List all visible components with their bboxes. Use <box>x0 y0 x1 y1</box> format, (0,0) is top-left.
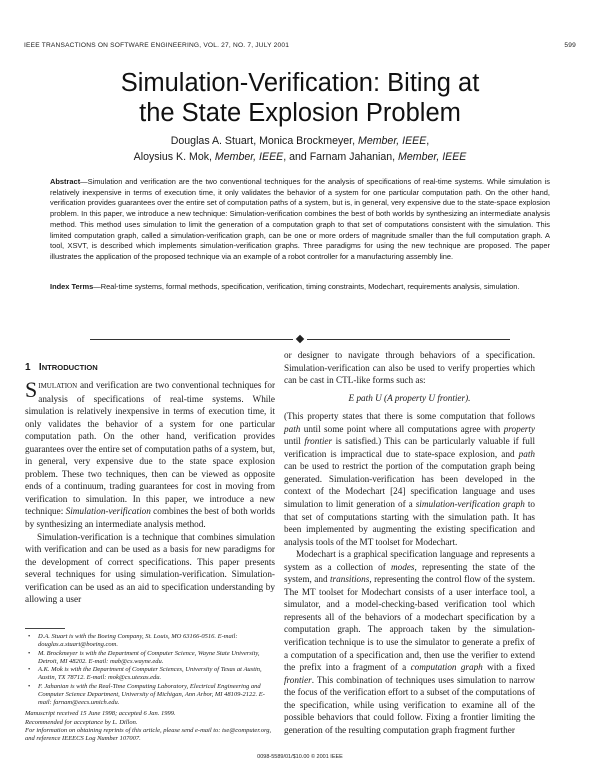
rp2-c: until <box>284 436 305 447</box>
rp2-property: property <box>503 423 535 434</box>
rp3-frontier: frontier <box>284 674 312 685</box>
diamond-ornament-icon <box>296 334 304 342</box>
intro-emphasis: Simulation-verification <box>65 506 151 517</box>
copyright-code: 0098-5589/01/$10.00 © 2001 IEEE <box>257 754 343 760</box>
abstract <box>50 177 550 263</box>
section-heading <box>25 362 98 373</box>
rp2-d: is satisfied.) This can be particularly valuable if full verification is impractical due to state-space explosion, and <box>284 436 535 459</box>
intro-text-a: and verification are two conventional techniques for analysis of specifications of real-time systems. While simulation is relatively inexpensive in terms of execution time, it only validates the behavior of a system for one particular computation path. On the other hand, verification provides guarantees over the entire set of computation paths of a system, but, in general, very expensive due to the state space explosion problem. These two techniques, then can be viewed as opposite ends of a continuum, trading guarantees for cost in moving from verification to simulation. In this paper, we introduce a new technique: <box>25 380 275 517</box>
intro-paragraph-1 <box>25 379 275 531</box>
membership-1: Member, IEEE <box>358 135 427 147</box>
divider-line-right <box>307 339 510 340</box>
paper-title <box>40 68 560 128</box>
index-terms-text: —Real-time systems, formal methods, specification, verification, timing constraints, Modechart, requirements analysis, simulation. <box>93 282 520 291</box>
right-paragraph-2 <box>284 410 535 548</box>
page-number: 599 <box>564 42 576 49</box>
divider-line-left <box>90 339 293 340</box>
section-title-rest: NTRODUCTION <box>41 363 98 372</box>
section-number: 1 <box>25 362 31 373</box>
rp3-d: with a fixed <box>482 662 535 673</box>
rp3-c: , representing the control flow of the system. The MT toolset for Modechart consists of a user interface tool, a simulator, and a model-checking-based verification tool which represents all of the behaviors of a modechart specification by a computation graph. The approach taken by the simulation-verification technique is to use the simulator to generate a prefix of a computation of a specification and, then use the verifier to extend the prefix into a fragment of a <box>284 574 535 673</box>
drop-cap-smallcaps: IMULATION <box>38 382 78 390</box>
rp3-computation-graph: computation graph <box>410 662 483 673</box>
rp2-path: path <box>284 423 301 434</box>
affiliation-list <box>25 633 275 707</box>
authors-line-1 <box>40 133 560 149</box>
rp2-b: until some point where all computations agree with <box>300 423 504 434</box>
bullet-icon: • <box>28 633 31 640</box>
affiliation-jahanian: F. Jahanian is with the Real-Time Computing Laboratory, Electrical Engineering and Computer Science Department, University of Michigan, Ann Arbor, MI 48109-2122. E-mail: farnam@eecs.umich.edu. <box>38 682 265 706</box>
bullet-icon: • <box>28 649 31 657</box>
right-paragraph-1: or designer to navigate through behaviors of a specification. Simulation-verification can also be used to verify properties which can be cast in CTL-like forms such as: <box>284 350 535 386</box>
rp2-a: (This property states that there is some computation that follows <box>284 411 535 422</box>
title-line-1: Simulation-Verification: Biting at <box>120 69 480 97</box>
author-separator-1: , <box>426 135 430 147</box>
affiliation-stuart: D.A. Stuart is with the Boeing Company, St. Louis, MO 63166-0516. E-mail: douglas.a.stuart@boeing.com. <box>38 633 238 649</box>
rp2-frontier: frontier <box>304 436 333 447</box>
footnotes <box>25 633 275 743</box>
intro-text-b: combines the best of both worlds by synthesizing an intermediate analysis method. <box>25 506 275 530</box>
title-line-2: the State Explosion Problem <box>139 99 461 127</box>
manuscript-received: Manuscript received 15 June 1998; accepted 6 Jan. 1999. <box>25 710 176 718</box>
rp2-f: to that set of computations starting with the simulation path. It has been implemented by augmenting the existing specification and analysis tools of the MT toolset for Modechart. <box>284 499 535 547</box>
affiliation-mok: A.K. Mok is with the Department of Computer Sciences, University of Texas at Austin, Austin, TX 78712. E-mail: mok@cs.utexas.edu. <box>38 666 262 682</box>
reprints-info: For information on obtaining reprints of this article, please send e-mail to: tse@computer.org, and reference IEEECS Log Number 107007. <box>25 726 272 742</box>
affiliation-item <box>25 666 275 683</box>
membership-2: Member, IEEE <box>214 151 284 163</box>
section-title-cap: I <box>38 362 42 373</box>
rp3-modes: modes <box>391 561 415 572</box>
author-name-mok: Aloysius K. Mok, <box>133 151 215 163</box>
footnote-rule <box>25 628 65 629</box>
affiliation-item <box>25 650 275 667</box>
author-names-1: Douglas A. Stuart, Monica Brockmeyer, <box>170 135 358 147</box>
rp3-e: . This combination of techniques uses simulation to narrow the focus of the verification effort to a subset of the computations of the specification, while using verification to examine all of the possible behaviors that could follow. Fixing a frontier limiting the generation of the resulting computation graph fragment further <box>284 674 535 735</box>
rp2-path-2: path <box>518 448 535 459</box>
author-name-jahanian: , and Farnam Jahanian, <box>283 151 399 163</box>
affiliation-brockmeyer: M. Brockmeyer is with the Department of Computer Science, Wayne State University, Detroit, MI 48202. E-mail: mab@cs.wayne.edu. <box>38 649 260 665</box>
bullet-icon: • <box>28 682 31 690</box>
recommended-by: Recommended for acceptance by L. Dillon. <box>25 718 138 726</box>
drop-cap: S <box>25 377 38 402</box>
ctl-formula: E path U (A property U frontier). <box>348 392 471 403</box>
left-column <box>25 379 275 606</box>
right-paragraph-3 <box>284 548 535 736</box>
rp3-b: , representing the state of the system, and <box>284 561 535 585</box>
rp2-e: can be used to restrict the portion of the computation graph being generated. Simulation-verification has been developed in the context of the Modechart [24] specification language and uses simulation to limit generation of a <box>284 461 535 510</box>
author-list <box>40 133 560 165</box>
membership-3: Member, IEEE <box>398 151 467 163</box>
bullet-icon: • <box>28 666 31 673</box>
authors-line-2 <box>40 149 560 165</box>
affiliation-item <box>25 683 275 708</box>
journal-citation: IEEE TRANSACTIONS ON SOFTWARE ENGINEERING, VOL. 27, NO. 7, JULY 2001 <box>24 42 290 49</box>
abstract-text: —Simulation and verification are the two conventional techniques for the analysis of specifications of real-time systems. While simulation is relatively inexpensive in terms of execution time, it only validates the behavior of a system for one particular computation path. On the other hand, verification provides guarantees over the entire set of computation paths of a system, but is, in general, very expensive due to the state-space explosion problem. In this paper, we introduce a new technique: Simulation-verification combines the best of both worlds by synthesizing an intermediate analysis method. This method uses simulation to limit the generation of a computation graph to that set of computations consistent with the simulation. This limited computation graph, called a simulation-verification graph, can be one or more orders of magnitude smaller than the full computation graph. A tool, XSVT, is described which implements simulation-verification graphs. Three paradigms for using the new technique are proposed. The paper illustrates the application of the proposed technique via an example of a robot controller for a manufacturing assembly line. <box>50 177 550 261</box>
rp3-a: Modechart is a graphical specification language and represents a system as a collection of <box>284 549 535 572</box>
index-terms-label: Index Terms <box>50 282 94 291</box>
section-divider <box>90 334 510 344</box>
abstract-label: Abstract <box>50 177 81 186</box>
intro-paragraph-2: Simulation-verification is a technique that combines simulation with verification and can be used as a basis for new paradigms for the development of correct specifications. This paper presents several techniques for using simulation-verification. Simulation-verification can be used as an aid to specification understanding by allowing a user <box>25 531 275 605</box>
affiliation-item <box>25 633 275 650</box>
rp2-svg-term: simulation-verification graph <box>415 499 525 510</box>
right-column <box>284 349 535 736</box>
rp3-transitions: transitions <box>330 574 370 585</box>
index-terms <box>50 282 550 293</box>
